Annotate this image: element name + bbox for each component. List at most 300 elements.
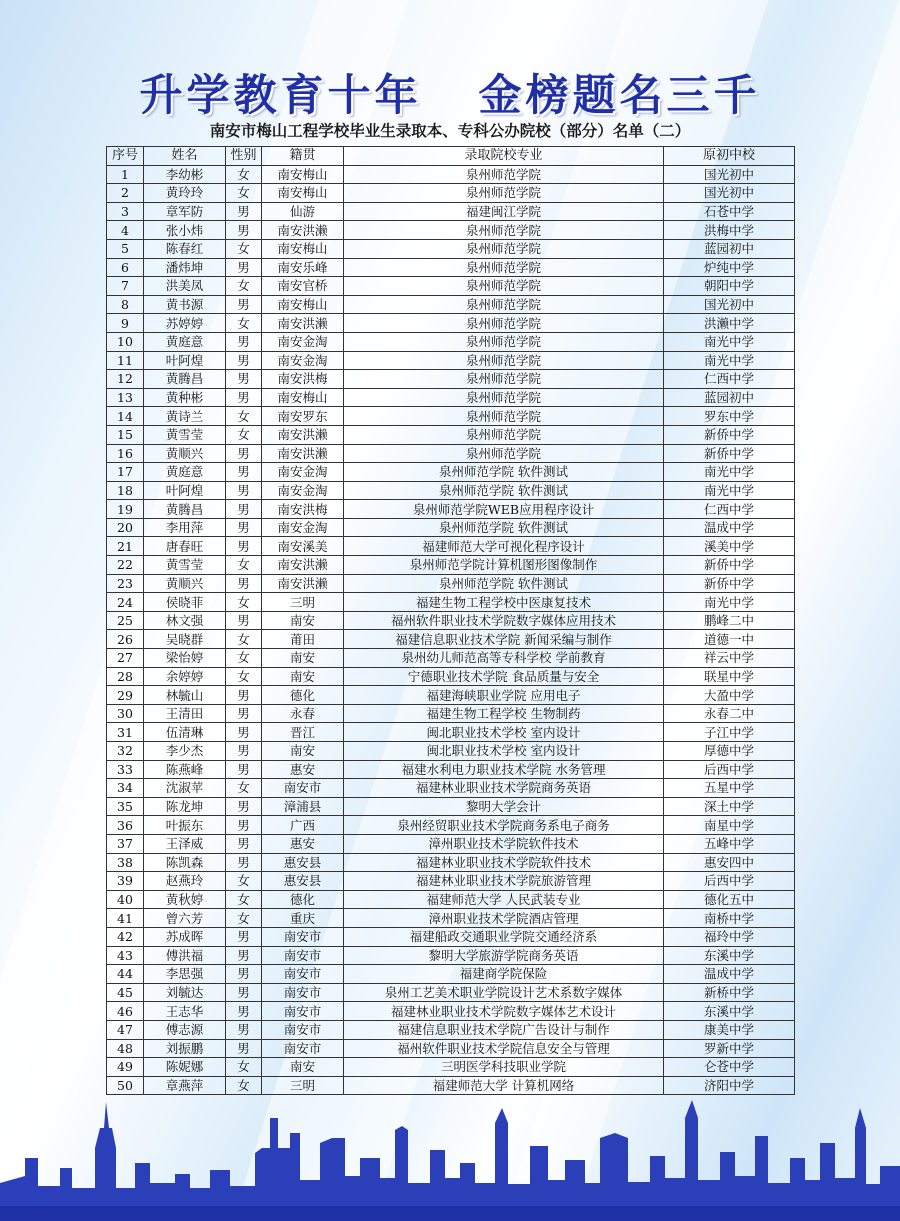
cell-index: 43: [107, 946, 144, 965]
cell-college-major: 福建船政交通职业学院交通经济系: [344, 927, 664, 946]
cell-college-major: 泉州师范学院: [344, 184, 664, 203]
cell-college-major: 福建信息职业技术学院 新闻采编与制作: [344, 630, 664, 649]
cell-hometown: 南安洪濑: [262, 444, 344, 463]
cell-middle-school: 温成中学: [664, 518, 795, 537]
cell-middle-school: 后西中学: [664, 760, 795, 779]
cell-hometown: 广西: [262, 816, 344, 835]
cell-hometown: 南安金淘: [262, 463, 344, 482]
cell-hometown: 南安: [262, 649, 344, 668]
cell-name: 黄腾昌: [144, 370, 226, 389]
cell-name: 伍清琳: [144, 723, 226, 742]
table-row: [107, 407, 795, 426]
table-row: [107, 481, 795, 500]
cell-name: 张小炜: [144, 221, 226, 240]
cell-name: 黄书源: [144, 295, 226, 314]
cell-name: 黄秋婷: [144, 890, 226, 909]
table-row: [107, 667, 795, 686]
cell-middle-school: 南光中学: [664, 593, 795, 612]
table-row: [107, 742, 795, 761]
cell-college-major: 漳州职业技术学院软件技术: [344, 834, 664, 853]
table-row: [107, 165, 795, 184]
cell-hometown: 重庆: [262, 909, 344, 928]
cell-gender: 女: [226, 425, 262, 444]
cell-hometown: 南安官桥: [262, 277, 344, 296]
cell-middle-school: 惠安四中: [664, 853, 795, 872]
table-row: [107, 834, 795, 853]
cell-gender: 女: [226, 239, 262, 258]
cell-middle-school: 道德一中: [664, 630, 795, 649]
cell-college-major: 福建闽江学院: [344, 202, 664, 221]
cell-index: 1: [107, 165, 144, 184]
cell-gender: 女: [226, 649, 262, 668]
cell-index: 39: [107, 872, 144, 891]
cell-hometown: 南安梅山: [262, 184, 344, 203]
cell-hometown: 南安金淘: [262, 351, 344, 370]
cell-gender: 男: [226, 351, 262, 370]
cell-middle-school: 炉纯中学: [664, 258, 795, 277]
cell-name: 傅志源: [144, 1020, 226, 1039]
table-row: [107, 444, 795, 463]
cell-index: 48: [107, 1039, 144, 1058]
table-row: [107, 723, 795, 742]
table-row: [107, 816, 795, 835]
cell-middle-school: 南光中学: [664, 481, 795, 500]
cell-index: 13: [107, 388, 144, 407]
cell-gender: 男: [226, 742, 262, 761]
cell-name: 李幼彬: [144, 165, 226, 184]
cell-gender: 女: [226, 407, 262, 426]
cell-name: 沈淑苹: [144, 779, 226, 798]
cell-hometown: 南安: [262, 1058, 344, 1077]
cell-index: 37: [107, 834, 144, 853]
cell-middle-school: 南星中学: [664, 816, 795, 835]
city-skyline: [0, 1088, 900, 1221]
table-row: [107, 872, 795, 891]
table-row: [107, 1058, 795, 1077]
cell-gender: 男: [226, 388, 262, 407]
cell-hometown: 南安洪濑: [262, 574, 344, 593]
cell-name: 刘振鹏: [144, 1039, 226, 1058]
cell-gender: 男: [226, 500, 262, 519]
table-row: [107, 649, 795, 668]
cell-index: 32: [107, 742, 144, 761]
table-row: [107, 518, 795, 537]
cell-hometown: 南安洪梅: [262, 370, 344, 389]
cell-gender: 男: [226, 946, 262, 965]
cell-index: 9: [107, 314, 144, 333]
cell-college-major: 泉州师范学院: [344, 444, 664, 463]
table-row: [107, 611, 795, 630]
cell-college-major: 泉州师范学院 软件测试: [344, 574, 664, 593]
cell-index: 21: [107, 537, 144, 556]
cell-index: 15: [107, 425, 144, 444]
cell-hometown: 德化: [262, 686, 344, 705]
table-row: [107, 370, 795, 389]
cell-gender: 女: [226, 909, 262, 928]
cell-hometown: 三明: [262, 1076, 344, 1095]
cell-middle-school: 国光初中: [664, 295, 795, 314]
table-row: [107, 686, 795, 705]
cell-college-major: 黎明大学旅游学院商务英语: [344, 946, 664, 965]
cell-college-major: 泉州师范学院: [344, 425, 664, 444]
cell-middle-school: 蓝园初中: [664, 239, 795, 258]
cell-name: 章军防: [144, 202, 226, 221]
cell-index: 41: [107, 909, 144, 928]
cell-hometown: 南安市: [262, 1039, 344, 1058]
cell-hometown: 南安市: [262, 946, 344, 965]
cell-index: 24: [107, 593, 144, 612]
cell-index: 5: [107, 239, 144, 258]
cell-index: 6: [107, 258, 144, 277]
cell-middle-school: 南桥中学: [664, 909, 795, 928]
cell-gender: 男: [226, 537, 262, 556]
cell-college-major: 福建水利电力职业技术学院 水务管理: [344, 760, 664, 779]
cell-gender: 女: [226, 667, 262, 686]
cell-middle-school: 鹏峰二中: [664, 611, 795, 630]
cell-name: 陈龙坤: [144, 797, 226, 816]
cell-gender: 女: [226, 890, 262, 909]
cell-index: 29: [107, 686, 144, 705]
column-header-college-major: 录取院校专业: [344, 147, 664, 166]
cell-name: 侯晓菲: [144, 593, 226, 612]
cell-name: 黄庭意: [144, 463, 226, 482]
cell-middle-school: 子江中学: [664, 723, 795, 742]
table-row: [107, 630, 795, 649]
cell-middle-school: 联星中学: [664, 667, 795, 686]
cell-gender: 女: [226, 593, 262, 612]
cell-hometown: 南安: [262, 611, 344, 630]
cell-name: 叶振东: [144, 816, 226, 835]
cell-index: 22: [107, 556, 144, 575]
cell-index: 18: [107, 481, 144, 500]
cell-index: 2: [107, 184, 144, 203]
cell-name: 刘毓达: [144, 983, 226, 1002]
cell-college-major: 泉州工艺美术职业学院设计艺术系数字媒体: [344, 983, 664, 1002]
table-row: [107, 425, 795, 444]
cell-college-major: 泉州师范学院: [344, 370, 664, 389]
cell-index: 40: [107, 890, 144, 909]
cell-college-major: 福州软件职业技术学院信息安全与管理: [344, 1039, 664, 1058]
column-header-hometown: 籍贯: [262, 147, 344, 166]
cell-gender: 男: [226, 611, 262, 630]
cell-college-major: 泉州师范学院: [344, 258, 664, 277]
column-header-name: 姓名: [144, 147, 226, 166]
column-header-gender: 性别: [226, 147, 262, 166]
cell-middle-school: 南光中学: [664, 332, 795, 351]
cell-gender: 男: [226, 295, 262, 314]
cell-name: 陈春红: [144, 239, 226, 258]
cell-gender: 女: [226, 1076, 262, 1095]
cell-name: 林文强: [144, 611, 226, 630]
table-row: [107, 295, 795, 314]
cell-college-major: 福建信息职业技术学院广告设计与制作: [344, 1020, 664, 1039]
cell-middle-school: 五星中学: [664, 779, 795, 798]
cell-index: 3: [107, 202, 144, 221]
cell-index: 31: [107, 723, 144, 742]
cell-gender: 女: [226, 314, 262, 333]
cell-index: 8: [107, 295, 144, 314]
cell-gender: 男: [226, 258, 262, 277]
cell-name: 吴晓群: [144, 630, 226, 649]
cell-gender: 男: [226, 816, 262, 835]
cell-college-major: 福建海峡职业学院 应用电子: [344, 686, 664, 705]
cell-hometown: 南安洪濑: [262, 221, 344, 240]
cell-gender: 男: [226, 965, 262, 984]
cell-college-major: 福建师范大学可视化程序设计: [344, 537, 664, 556]
cell-index: 10: [107, 332, 144, 351]
cell-hometown: 南安梅山: [262, 165, 344, 184]
cell-hometown: 南安梅山: [262, 295, 344, 314]
cell-middle-school: 新侨中学: [664, 574, 795, 593]
cell-college-major: 泉州师范学院: [344, 332, 664, 351]
cell-college-major: 泉州师范学院: [344, 351, 664, 370]
table-row: [107, 556, 795, 575]
cell-middle-school: 蓝园初中: [664, 388, 795, 407]
cell-college-major: 福建商学院保险: [344, 965, 664, 984]
table-row: [107, 965, 795, 984]
table-row: [107, 704, 795, 723]
table-row: [107, 779, 795, 798]
cell-gender: 男: [226, 686, 262, 705]
cell-college-major: 福建生物工程学校 生物制药: [344, 704, 664, 723]
cell-name: 傅洪福: [144, 946, 226, 965]
cell-name: 黄诗兰: [144, 407, 226, 426]
cell-hometown: 南安市: [262, 779, 344, 798]
admission-table: [106, 146, 795, 1095]
cell-index: 34: [107, 779, 144, 798]
cell-middle-school: 东溪中学: [664, 946, 795, 965]
table-row: [107, 277, 795, 296]
cell-gender: 男: [226, 202, 262, 221]
cell-college-major: 泉州师范学院: [344, 314, 664, 333]
cell-gender: 男: [226, 704, 262, 723]
cell-name: 梁怡婷: [144, 649, 226, 668]
cell-middle-school: 仁西中学: [664, 500, 795, 519]
table-row: [107, 221, 795, 240]
cell-gender: 男: [226, 463, 262, 482]
cell-name: 陈燕峰: [144, 760, 226, 779]
table-row: [107, 202, 795, 221]
cell-college-major: 福建师范大学 计算机网络: [344, 1076, 664, 1095]
cell-gender: 男: [226, 481, 262, 500]
cell-college-major: 黎明大学会计: [344, 797, 664, 816]
cell-college-major: 泉州师范学院WEB应用程序设计: [344, 500, 664, 519]
cell-middle-school: 南光中学: [664, 351, 795, 370]
page-subtitle: 南安市梅山工程学校毕业生录取本、专科公办院校（部分）名单（二）: [209, 122, 691, 140]
cell-middle-school: 永春二中: [664, 704, 795, 723]
cell-index: 36: [107, 816, 144, 835]
table-row: [107, 332, 795, 351]
cell-name: 陈妮娜: [144, 1058, 226, 1077]
cell-middle-school: 大盈中学: [664, 686, 795, 705]
cell-hometown: 南安溪美: [262, 537, 344, 556]
cell-college-major: 福建林业职业技术学院软件技术: [344, 853, 664, 872]
cell-college-major: 泉州师范学院 软件测试: [344, 518, 664, 537]
cell-hometown: 惠安: [262, 834, 344, 853]
cell-name: 李用萍: [144, 518, 226, 537]
cell-name: 林毓山: [144, 686, 226, 705]
cell-gender: 男: [226, 518, 262, 537]
cell-college-major: 三明医学科技职业学院: [344, 1058, 664, 1077]
cell-college-major: 漳州职业技术学院酒店管理: [344, 909, 664, 928]
cell-college-major: 宁德职业技术学院 食品质量与安全: [344, 667, 664, 686]
cell-gender: 男: [226, 760, 262, 779]
cell-index: 20: [107, 518, 144, 537]
cell-college-major: 泉州师范学院: [344, 277, 664, 296]
cell-college-major: 泉州师范学院: [344, 388, 664, 407]
cell-index: 28: [107, 667, 144, 686]
cell-index: 17: [107, 463, 144, 482]
cell-college-major: 福建生物工程学校中医康复技术: [344, 593, 664, 612]
cell-name: 陈凯森: [144, 853, 226, 872]
cell-middle-school: 东溪中学: [664, 1002, 795, 1021]
cell-middle-school: 罗东中学: [664, 407, 795, 426]
cell-gender: 男: [226, 332, 262, 351]
cell-hometown: 晋江: [262, 723, 344, 742]
cell-index: 33: [107, 760, 144, 779]
cell-index: 50: [107, 1076, 144, 1095]
cell-gender: 男: [226, 370, 262, 389]
cell-name: 叶阿煌: [144, 351, 226, 370]
cell-gender: 男: [226, 1039, 262, 1058]
cell-name: 王志华: [144, 1002, 226, 1021]
cell-hometown: 南安金淘: [262, 518, 344, 537]
cell-middle-school: 济阳中学: [664, 1076, 795, 1095]
cell-gender: 男: [226, 834, 262, 853]
cell-hometown: 南安市: [262, 1020, 344, 1039]
cell-gender: 男: [226, 1002, 262, 1021]
cell-college-major: 泉州师范学院 软件测试: [344, 463, 664, 482]
cell-name: 潘炜坤: [144, 258, 226, 277]
cell-index: 44: [107, 965, 144, 984]
cell-name: 黄腾昌: [144, 500, 226, 519]
cell-name: 黄种彬: [144, 388, 226, 407]
cell-hometown: 南安金淘: [262, 332, 344, 351]
cell-middle-school: 洪濑中学: [664, 314, 795, 333]
cell-name: 曾六芳: [144, 909, 226, 928]
cell-middle-school: 国光初中: [664, 184, 795, 203]
cell-hometown: 南安洪濑: [262, 425, 344, 444]
cell-name: 王清田: [144, 704, 226, 723]
cell-middle-school: 石苍中学: [664, 202, 795, 221]
cell-hometown: 南安罗东: [262, 407, 344, 426]
cell-hometown: 南安市: [262, 927, 344, 946]
table-row: [107, 574, 795, 593]
cell-middle-school: 洪梅中学: [664, 221, 795, 240]
cell-college-major: 福建师范大学 人民武装专业: [344, 890, 664, 909]
cell-name: 黄顺兴: [144, 444, 226, 463]
cell-middle-school: 祥云中学: [664, 649, 795, 668]
cell-college-major: 福建林业职业技术学院数字媒体艺术设计: [344, 1002, 664, 1021]
table-row: [107, 760, 795, 779]
cell-hometown: 南安洪梅: [262, 500, 344, 519]
cell-middle-school: 德化五中: [664, 890, 795, 909]
table-row: [107, 909, 795, 928]
cell-gender: 男: [226, 723, 262, 742]
cell-gender: 女: [226, 630, 262, 649]
cell-college-major: 泉州经贸职业技术学院商务系电子商务: [344, 816, 664, 835]
cell-index: 27: [107, 649, 144, 668]
cell-index: 23: [107, 574, 144, 593]
cell-gender: 女: [226, 556, 262, 575]
cell-gender: 男: [226, 444, 262, 463]
cell-hometown: 莆田: [262, 630, 344, 649]
cell-gender: 男: [226, 983, 262, 1002]
cell-hometown: 南安梅山: [262, 388, 344, 407]
cell-index: 42: [107, 927, 144, 946]
cell-index: 46: [107, 1002, 144, 1021]
cell-middle-school: 国光初中: [664, 165, 795, 184]
cell-name: 赵燕玲: [144, 872, 226, 891]
cell-college-major: 福州软件职业技术学院数字媒体应用技术: [344, 611, 664, 630]
table-row: [107, 388, 795, 407]
cell-hometown: 德化: [262, 890, 344, 909]
cell-middle-school: 罗新中学: [664, 1039, 795, 1058]
cell-gender: 男: [226, 797, 262, 816]
table-header-row: [107, 147, 795, 166]
cell-hometown: 仙游: [262, 202, 344, 221]
cell-hometown: 永春: [262, 704, 344, 723]
cell-name: 李思强: [144, 965, 226, 984]
cell-middle-school: 仑苍中学: [664, 1058, 795, 1077]
cell-middle-school: 南光中学: [664, 463, 795, 482]
cell-hometown: 南安洪濑: [262, 556, 344, 575]
cell-index: 7: [107, 277, 144, 296]
cell-middle-school: 温成中学: [664, 965, 795, 984]
cell-name: 黄顺兴: [144, 574, 226, 593]
cell-middle-school: 朝阳中学: [664, 277, 795, 296]
cell-college-major: 福建林业职业技术学院旅游管理: [344, 872, 664, 891]
cell-middle-school: 新侨中学: [664, 425, 795, 444]
cell-name: 洪美凤: [144, 277, 226, 296]
page-title: 升学教育十年 金榜题名三千: [139, 71, 761, 121]
table-row: [107, 1002, 795, 1021]
cell-index: 4: [107, 221, 144, 240]
table-row: [107, 184, 795, 203]
cell-name: 唐春旺: [144, 537, 226, 556]
cell-gender: 男: [226, 927, 262, 946]
cell-index: 14: [107, 407, 144, 426]
table-row: [107, 946, 795, 965]
cell-middle-school: 仁西中学: [664, 370, 795, 389]
cell-index: 25: [107, 611, 144, 630]
cell-name: 苏婷婷: [144, 314, 226, 333]
cell-hometown: 南安: [262, 667, 344, 686]
cell-middle-school: 后西中学: [664, 872, 795, 891]
cell-name: 黄雪莹: [144, 425, 226, 444]
cell-gender: 女: [226, 779, 262, 798]
table-row: [107, 593, 795, 612]
table-row: [107, 797, 795, 816]
cell-index: 30: [107, 704, 144, 723]
cell-hometown: 南安乐峰: [262, 258, 344, 277]
cell-index: 45: [107, 983, 144, 1002]
cell-index: 38: [107, 853, 144, 872]
cell-college-major: 泉州师范学院计算机图形图像制作: [344, 556, 664, 575]
table-row: [107, 927, 795, 946]
cell-name: 黄玲玲: [144, 184, 226, 203]
table-row: [107, 1039, 795, 1058]
cell-college-major: 泉州师范学院: [344, 221, 664, 240]
cell-college-major: 泉州师范学院: [344, 295, 664, 314]
cell-name: 叶阿煌: [144, 481, 226, 500]
cell-index: 26: [107, 630, 144, 649]
cell-index: 47: [107, 1020, 144, 1039]
cell-college-major: 闽北职业技术学校 室内设计: [344, 742, 664, 761]
cell-gender: 女: [226, 165, 262, 184]
cell-gender: 男: [226, 221, 262, 240]
cell-college-major: 泉州师范学院: [344, 165, 664, 184]
